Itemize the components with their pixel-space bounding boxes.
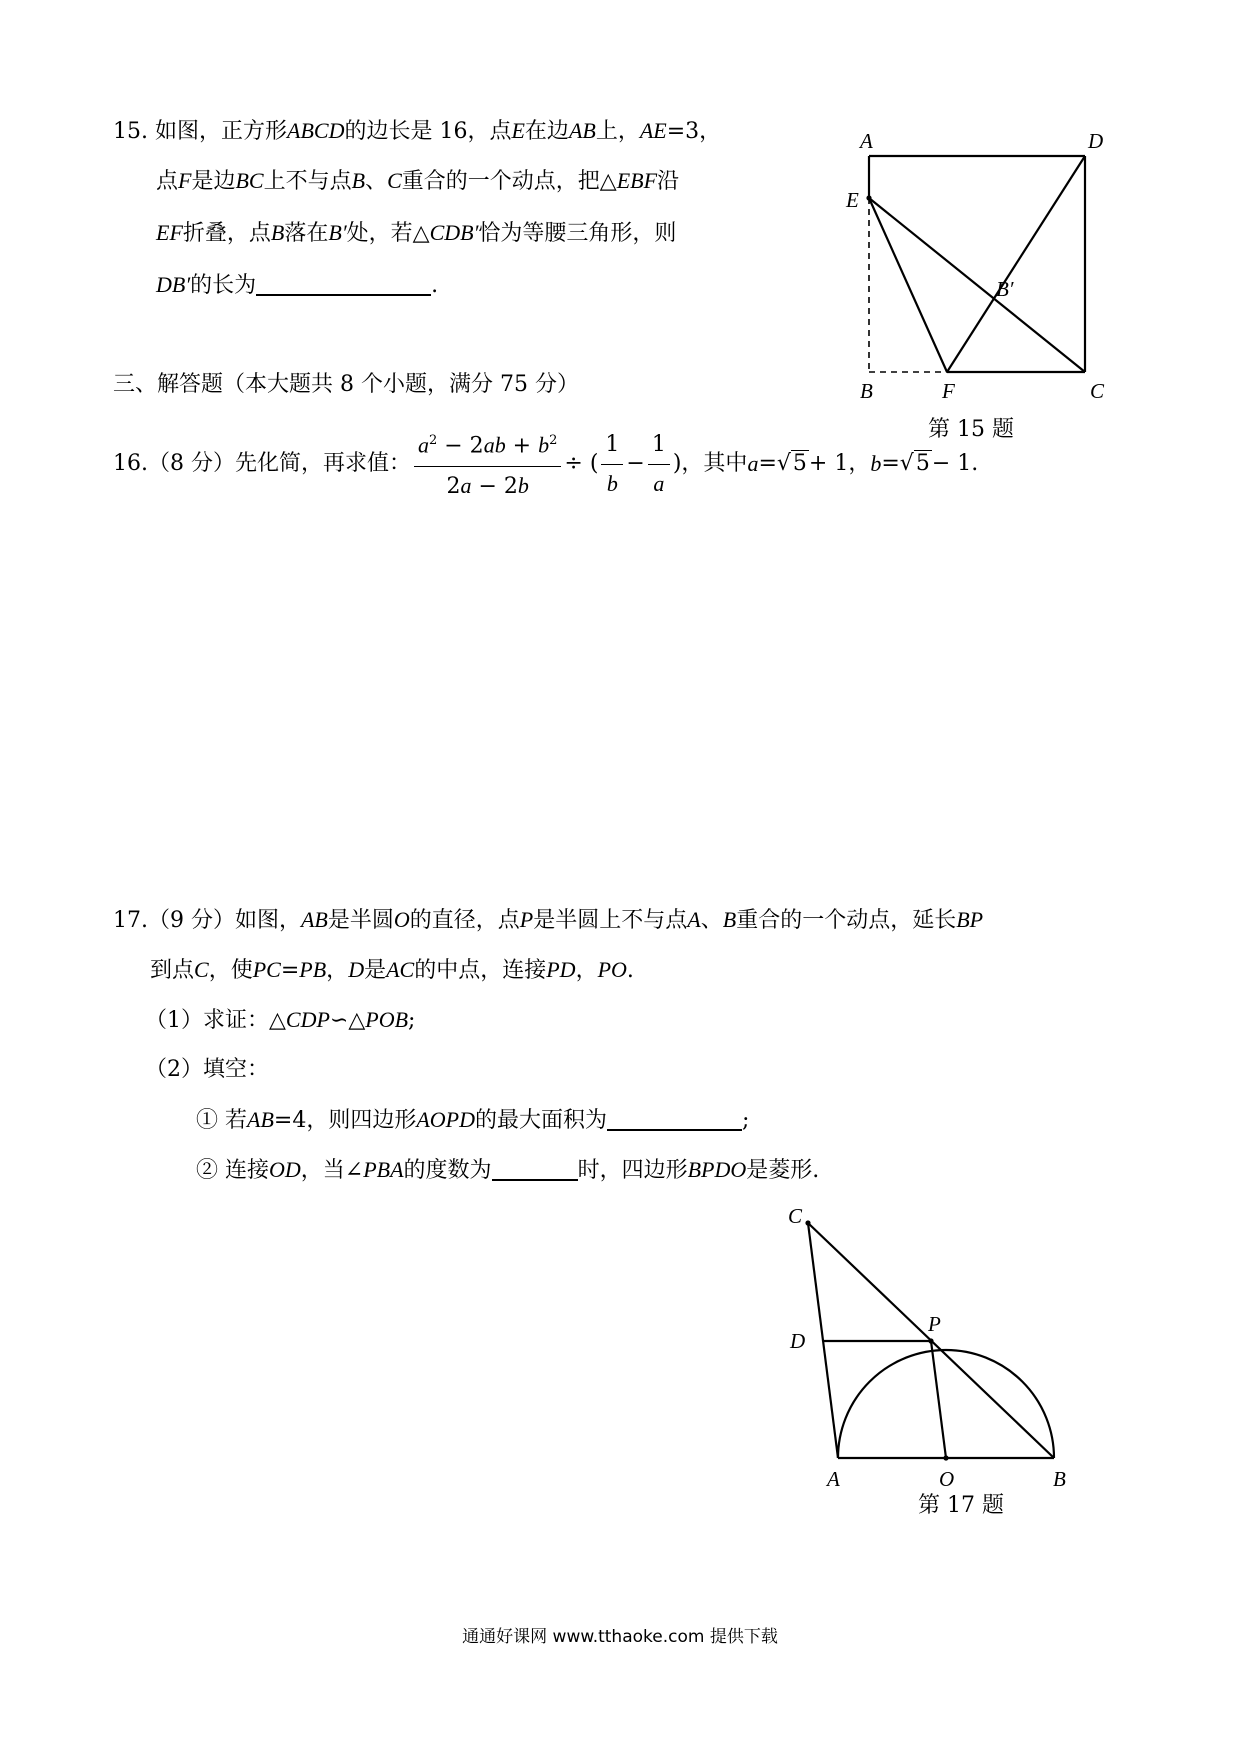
q17-text: 到点 — [150, 958, 195, 983]
q17-text: 的最大面积为 — [474, 1108, 607, 1133]
q16-text: 16.（8 分）先化简，再求值： — [113, 451, 411, 476]
q17-var: POB — [365, 1007, 409, 1032]
q15-text: 落在 — [284, 221, 329, 246]
q17-text: 是半圆 — [327, 908, 394, 933]
q15-var: F — [178, 168, 192, 193]
q16-frac-den: a — [653, 470, 665, 496]
section-heading: 三、解答题（本大题共 8 个小题，满分 75 分） — [113, 372, 579, 397]
q16-text: + — [505, 433, 539, 459]
q15-text: 处，若△ — [346, 221, 430, 246]
q16-sqrt: √5 — [899, 451, 930, 476]
label-O: O — [939, 1467, 955, 1491]
label-E: E — [846, 188, 859, 212]
q17-var: AB — [247, 1107, 274, 1132]
point-O — [943, 1455, 948, 1460]
q16-text: 2 — [446, 473, 461, 499]
q17-text: 重合的一个动点，延长 — [736, 908, 957, 933]
q17-var: O — [393, 907, 410, 932]
q17-text: 是半圆上不与点 — [533, 908, 688, 933]
q17-text: 的中点，连接 — [414, 958, 547, 983]
q16-text: − 2 — [437, 433, 484, 459]
q16-line — [113, 424, 978, 504]
q17-text: ，当∠ — [300, 1158, 364, 1183]
q15-var: C — [387, 168, 402, 193]
segment-EF — [869, 198, 947, 372]
q15-text: 是边 — [191, 169, 236, 194]
q17-text: 17.（9 分）如图， — [113, 908, 301, 933]
label-P: P — [928, 1312, 941, 1336]
q17-var: AB — [300, 907, 328, 932]
q17-var: BP — [956, 907, 984, 932]
q15-var: B — [270, 220, 285, 245]
q15-text: 、 — [365, 169, 388, 194]
q16-fraction-1-over-a — [648, 430, 670, 499]
q17-text: 、 — [700, 908, 723, 933]
q15-var: DB′ — [156, 272, 191, 297]
label-D: D — [1088, 129, 1104, 153]
q15-line-4 — [156, 270, 438, 301]
q15-text: 重合的一个动点，把△ — [401, 169, 617, 194]
q17-text: 的直径，点 — [409, 908, 520, 933]
q17-var: BPDO — [687, 1157, 747, 1182]
q16-var: b — [517, 472, 529, 498]
label-B: B — [860, 379, 873, 403]
q17-text: ，使 — [208, 958, 253, 983]
q16-exp: 2 — [428, 433, 438, 449]
q16-var: a — [747, 451, 759, 476]
q17-sub-1 — [196, 1105, 749, 1136]
q15-text: 的边长是 16，点 — [344, 119, 512, 144]
q17-text: 是菱形. — [746, 1158, 820, 1183]
q15-line-3 — [156, 218, 676, 249]
q15-line-2 — [156, 166, 679, 197]
q15-answer-blank[interactable] — [256, 272, 431, 296]
q17-text: ∽△ — [329, 1008, 366, 1033]
q17-text: 时，四边形 — [577, 1158, 688, 1183]
q17-answer-blank-2[interactable] — [492, 1157, 578, 1181]
q17-line-2 — [150, 955, 634, 986]
q17-text: 的度数为 — [403, 1158, 492, 1183]
q16-frac-num: 1 — [648, 430, 670, 465]
q17-caption: 第 17 题 — [918, 1493, 1004, 1518]
q16-main-fraction — [414, 426, 561, 501]
q15-number: 15. — [113, 119, 148, 144]
label-F: F — [942, 379, 955, 403]
q17-var: AC — [386, 957, 415, 982]
footer: 通通好课网 www.tthaoke.com 提供下载 — [462, 1627, 778, 1647]
q17-answer-blank-1[interactable] — [607, 1107, 742, 1131]
q16-exp: 2 — [549, 433, 558, 449]
q17-sub-2 — [196, 1155, 819, 1186]
label-C: C — [1090, 379, 1105, 403]
q15-text: 上， — [595, 119, 640, 144]
label-C: C — [788, 1205, 803, 1228]
q15-var: B — [351, 168, 366, 193]
q17-var: OD — [269, 1157, 301, 1182]
q16-frac-den: b — [606, 470, 618, 496]
q15-text: 折叠，点 — [182, 221, 271, 246]
point-E — [866, 195, 871, 200]
segment-EC — [869, 198, 1085, 372]
q17-text: ， — [575, 958, 598, 983]
q16-denominator — [414, 467, 561, 502]
q17-text: 是 — [364, 958, 387, 983]
q17-text: . — [626, 958, 634, 983]
q17-var: PC — [252, 957, 281, 982]
segment-FD — [947, 156, 1085, 372]
q17-var: AOPD — [416, 1107, 475, 1132]
q16-text: + 1， — [808, 451, 871, 476]
q15-text: 沿 — [657, 169, 680, 194]
q17-figure — [770, 1205, 1100, 1495]
q16-text: ÷ ( — [564, 451, 599, 476]
q17-var: PBA — [363, 1157, 404, 1182]
q15-var: EBF — [616, 168, 658, 193]
q15-var: CDB′ — [429, 220, 479, 245]
point-P — [928, 1338, 933, 1343]
q17-text: = — [280, 958, 300, 983]
q16-text: = — [881, 451, 900, 476]
label-B: B — [1053, 1467, 1066, 1491]
q17-text: =4，则四边形 — [273, 1108, 417, 1133]
segment-PO — [931, 1341, 946, 1458]
q17-var: PB — [299, 957, 327, 982]
q15-var: ABCD — [287, 118, 345, 143]
q15-line-1 — [113, 116, 721, 147]
q15-var: AB — [568, 118, 596, 143]
q15-var: EF — [156, 220, 183, 245]
q16-text: = — [758, 451, 777, 476]
q17-text: （1）求证：△ — [145, 1008, 286, 1033]
q16-var: a — [460, 472, 472, 498]
q17-var: B — [722, 907, 737, 932]
q15-text: 恰为等腰三角形，则 — [478, 221, 677, 246]
q17-text: ; — [742, 1108, 750, 1133]
q16-text: )，其中 — [672, 451, 748, 476]
q15-var: BC — [235, 168, 264, 193]
q15-text: 在边 — [524, 119, 569, 144]
q15-text: =3， — [666, 119, 722, 144]
q15-caption: 第 15 题 — [928, 417, 1014, 442]
q17-var: D — [348, 957, 365, 982]
q15-var: AE — [639, 118, 667, 143]
q17-text: ② 连接 — [196, 1158, 269, 1183]
q16-var: b — [870, 451, 882, 476]
q15-text: . — [431, 273, 439, 298]
q17-part-2: （2）填空： — [145, 1057, 269, 1082]
q17-line-1 — [113, 905, 983, 936]
q16-var: ab — [483, 432, 506, 458]
q15-var: B′ — [328, 220, 347, 245]
q15-text: 点 — [156, 169, 179, 194]
q17-text: ① 若 — [196, 1108, 247, 1133]
semicircle-arc — [838, 1350, 1054, 1458]
q16-fraction-1-over-b — [601, 430, 623, 499]
q16-sqrt: √5 — [776, 451, 807, 476]
label-A: A — [860, 129, 873, 153]
q17-part-1 — [145, 1005, 415, 1036]
label-A: A — [827, 1467, 840, 1491]
label-B-prime: B′ — [996, 277, 1014, 301]
q17-var: CDP — [285, 1007, 330, 1032]
q16-text: − 2 — [471, 473, 518, 499]
q16-text: − 1. — [931, 451, 979, 476]
q17-var: PD — [546, 957, 576, 982]
q17-var: PO — [597, 957, 627, 982]
q15-var: E — [511, 118, 525, 143]
q16-text: − — [626, 451, 645, 476]
q17-text: ， — [326, 958, 349, 983]
q15-text: 上不与点 — [263, 169, 352, 194]
q16-radicand: 5 — [792, 451, 807, 476]
q15-text: 的长为 — [190, 273, 257, 298]
q15-text: 如图，正方形 — [155, 119, 288, 144]
q16-var: a — [417, 432, 429, 458]
q17-text: ; — [408, 1008, 416, 1033]
point-C — [805, 1220, 810, 1225]
q17-var: C — [194, 957, 209, 982]
q16-frac-num: 1 — [601, 430, 623, 465]
q16-radicand: 5 — [915, 451, 930, 476]
q17-var: A — [687, 907, 701, 932]
q16-numerator — [414, 426, 561, 466]
q16-var: b — [538, 432, 550, 458]
label-D: D — [790, 1329, 806, 1353]
q17-var: P — [519, 907, 534, 932]
q15-figure — [840, 120, 1140, 450]
